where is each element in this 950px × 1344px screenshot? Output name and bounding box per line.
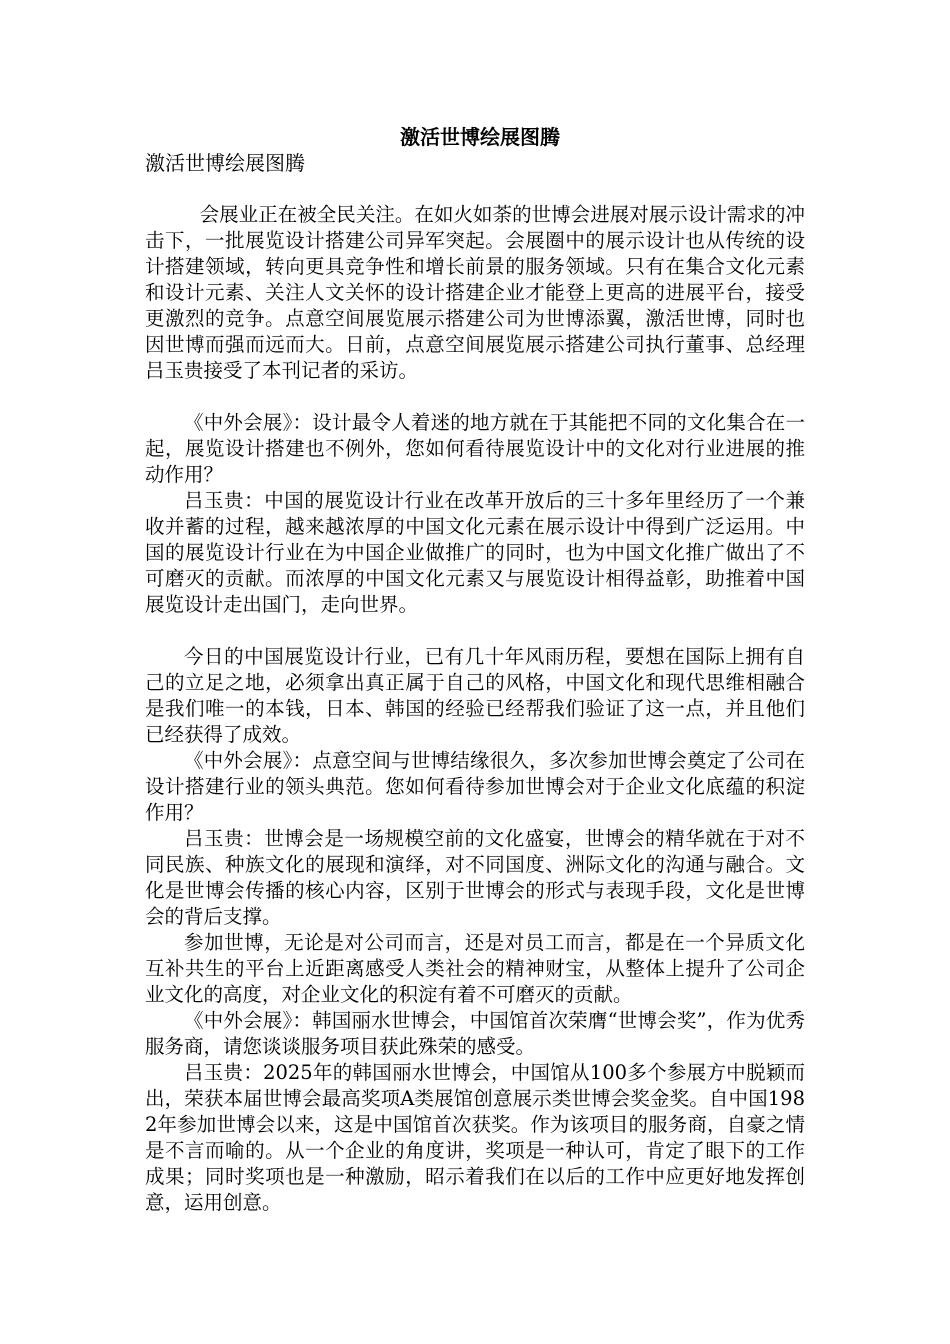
document-title: 激活世博绘展图腾	[400, 125, 560, 149]
body-paragraph: 今日的中国展览设计行业，已有几十年风雨历程，要想在国际上拥有自己的立足之地，必须拿出真正属于自己的风格，中国文化和现代思维相融合是我们唯一的本钱，日本、韩国的经验已经帮我们验证了这一点，并且他们已经获得了成效。	[145, 645, 805, 746]
document-subtitle: 激活世博绘展图腾	[145, 151, 305, 175]
question-paragraph: 《中外会展》：韩国丽水世博会，中国馆首次荣膺“世博会奖”，作为优秀服务商，请您谈谈服务项目获此殊荣的感受。	[145, 1009, 805, 1058]
answer-paragraph: 吕玉贵：2025年的韩国丽水世博会，中国馆从100多个参展方中脱颖而出，荣获本届世博会最高奖项A类展馆创意展示类世博会奖金奖。自中国1982年参加世博会以来，这是中国馆首次获奖。作为该项目的服务商，自豪之情是不言而喻的。从一个企业的角度讲，奖项是一种认可，肯定了眼下的工作成果；同时奖项也是一种激励，昭示着我们在以后的工作中应更好地发挥创意，运用创意。	[145, 1061, 805, 1214]
question-paragraph: 《中外会展》：设计最令人着迷的地方就在于其能把不同的文化集合在一起，展览设计搭建也不例外，您如何看待展览设计中的文化对行业进展的推动作用？	[145, 411, 805, 486]
intro-paragraph: 会展业正在被全民关注。在如火如荼的世博会进展对展示设计需求的冲击下，一批展览设计搭建公司异军突起。会展圈中的展示设计也从传统的设计搭建领域，转向更具竞争性和增长前景的服务领域。只有在集合文化元素和设计元素、关注人文关怀的设计搭建企业才能登上更高的进展平台，接受更激烈的竞争。点意空间展览展示搭建公司为世博添翼，激活世博，同时也因世博而强而远而大。日前，点意空间展览展示搭建公司执行董事、总经理吕玉贵接受了本刊记者的采访。	[145, 203, 805, 382]
body-paragraph: 参加世博，无论是对公司而言，还是对员工而言，都是在一个异质文化互补共生的平台上近距离感受人类社会的精神财宝，从整体上提升了公司企业文化的高度，对企业文化的积淀有着不可磨灭的贡献。	[145, 931, 805, 1006]
document-page	[145, 124, 805, 1216]
paragraph-spacer	[145, 618, 805, 644]
answer-paragraph: 吕玉贵：中国的展览设计行业在改革开放后的三十多年里经历了一个兼收并蓄的过程，越来越浓厚的中国文化元素在展示设计中得到广泛运用。中国的展览设计行业在为中国企业做推广的同时，也为中国文化推广做出了不可磨灭的贡献。而浓厚的中国文化元素又与展览设计相得益彰，助推着中国展览设计走出国门，走向世界。	[145, 489, 805, 616]
paragraph-spacer	[145, 384, 805, 410]
answer-paragraph: 吕玉贵：世博会是一场规模空前的文化盛宴，世博会的精华就在于对不同民族、种族文化的展现和演绎，对不同国度、洲际文化的沟通与融合。文化是世博会传播的核心内容，区别于世博会的形式与表现手段，文化是世博会的背后支撑。	[145, 827, 805, 928]
question-paragraph: 《中外会展》：点意空间与世博结缘很久，多次参加世博会奠定了公司在设计搭建行业的领头典范。您如何看待参加世博会对于企业文化底蕴的积淀作用？	[145, 749, 805, 824]
